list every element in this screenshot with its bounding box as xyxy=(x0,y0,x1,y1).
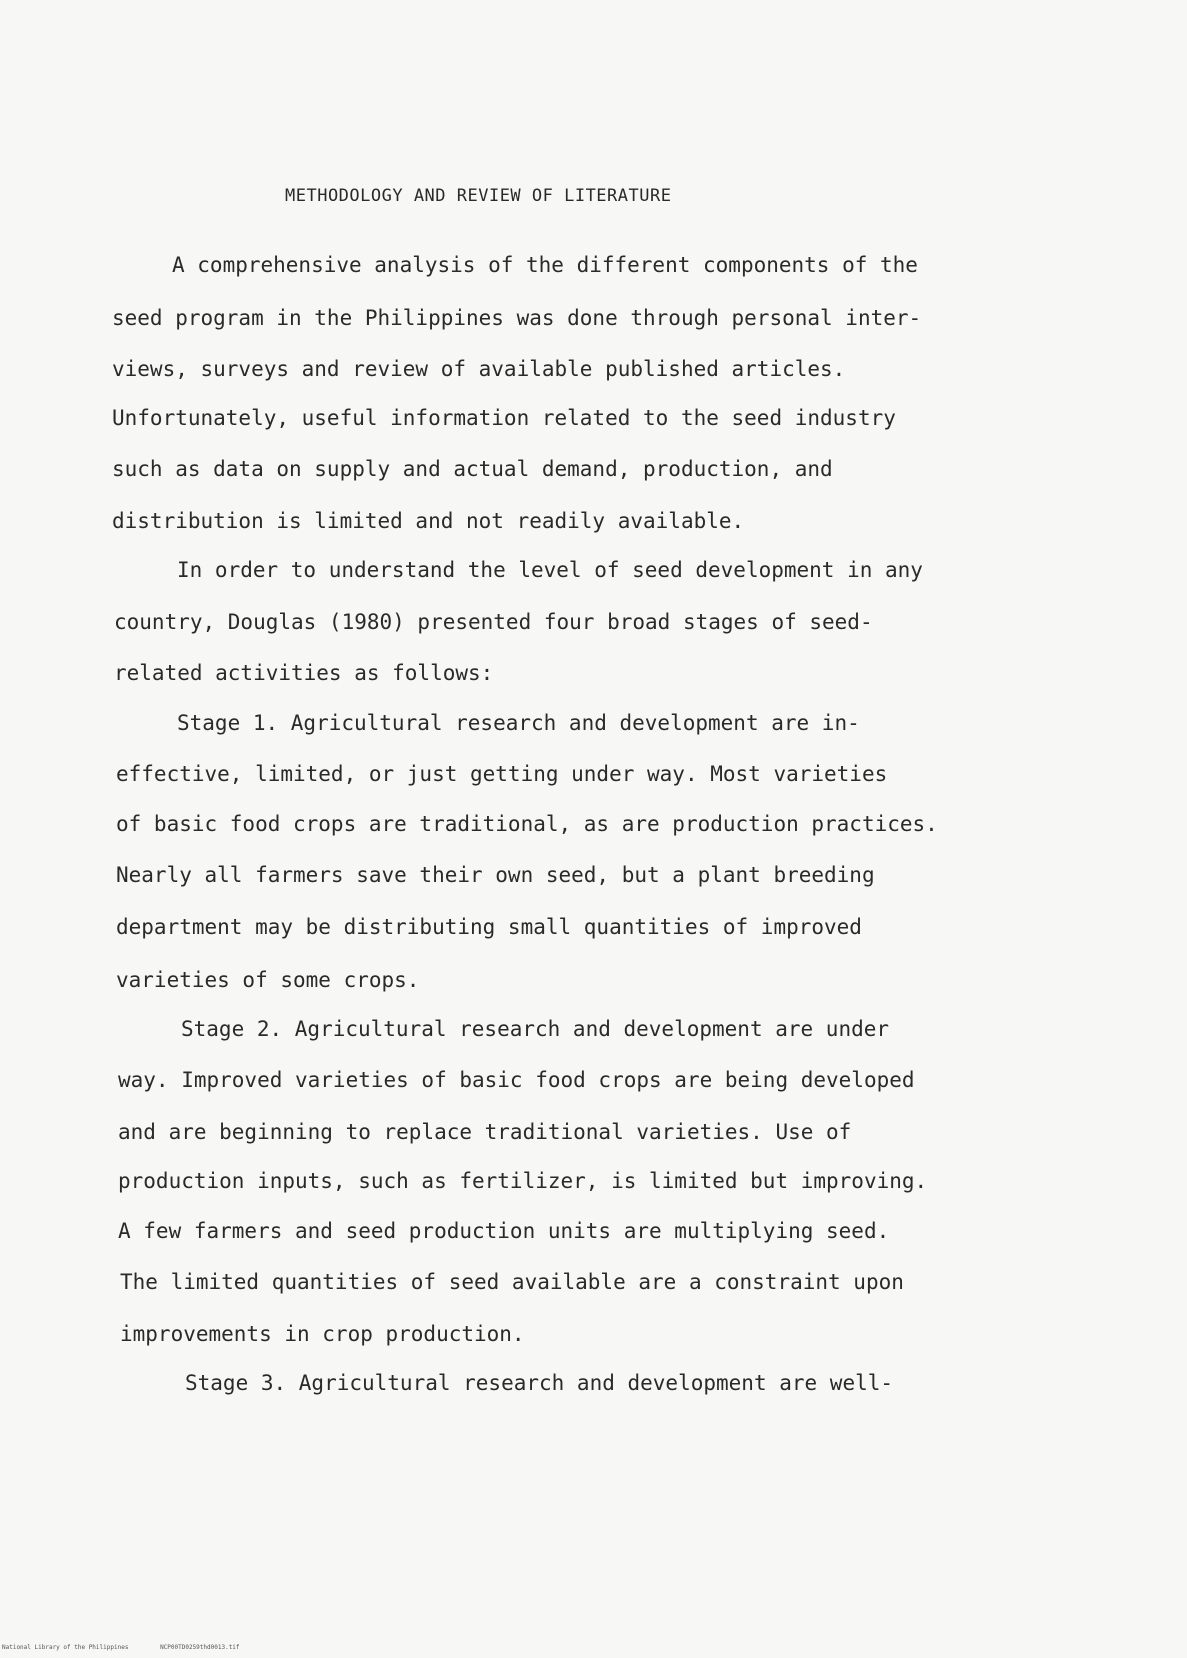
text-line: distribution is limited and not readily available. xyxy=(112,509,745,533)
text-line: The limited quantities of seed available are a constraint upon xyxy=(120,1270,904,1294)
text-line: Unfortunately, useful information related to the seed industry xyxy=(112,406,896,430)
text-line: country, Douglas (1980) presented four broad stages of seed- xyxy=(114,610,873,634)
text-line: In order to understand the level of seed development in any xyxy=(177,558,923,582)
text-line: varieties of some crops. xyxy=(116,968,420,992)
text-line: Stage 3. Agricultural research and development are well- xyxy=(185,1371,894,1395)
text-line: and are beginning to replace traditional varieties. Use of xyxy=(118,1120,852,1144)
text-line: effective, limited, or just getting under way. Most varieties xyxy=(116,762,888,786)
text-line: Stage 2. Agricultural research and development are under xyxy=(181,1017,890,1041)
page-title: METHODOLOGY AND REVIEW OF LITERATURE xyxy=(285,186,672,206)
text-line: production inputs, such as fertilizer, is limited but improving. xyxy=(118,1169,928,1193)
text-line: A few farmers and seed production units are multiplying seed. xyxy=(118,1219,890,1243)
text-line: such as data on supply and actual demand, production, and xyxy=(112,457,833,481)
text-line: views, surveys and review of available published articles. xyxy=(112,357,846,381)
text-line: Nearly all farmers save their own seed, but a plant breeding xyxy=(116,863,875,887)
text-line: related activities as follows: xyxy=(114,661,494,685)
text-line: A comprehensive analysis of the different components of the xyxy=(172,253,918,277)
footer-library: National Library of the Philippines xyxy=(2,1644,129,1651)
text-line: improvements in crop production. xyxy=(120,1322,525,1346)
text-line: department may be distributing small quantities of improved xyxy=(116,915,862,939)
footer-file-id: NCP00TD0259thd0013.tif xyxy=(160,1644,240,1651)
text-line: of basic food crops are traditional, as are production practices. xyxy=(116,812,938,836)
scan-footer xyxy=(2,1644,240,1651)
text-line: seed program in the Philippines was done through personal inter- xyxy=(112,306,922,330)
text-line: way. Improved varieties of basic food crops are being developed xyxy=(118,1068,915,1092)
text-line: Stage 1. Agricultural research and development are in- xyxy=(177,711,860,735)
